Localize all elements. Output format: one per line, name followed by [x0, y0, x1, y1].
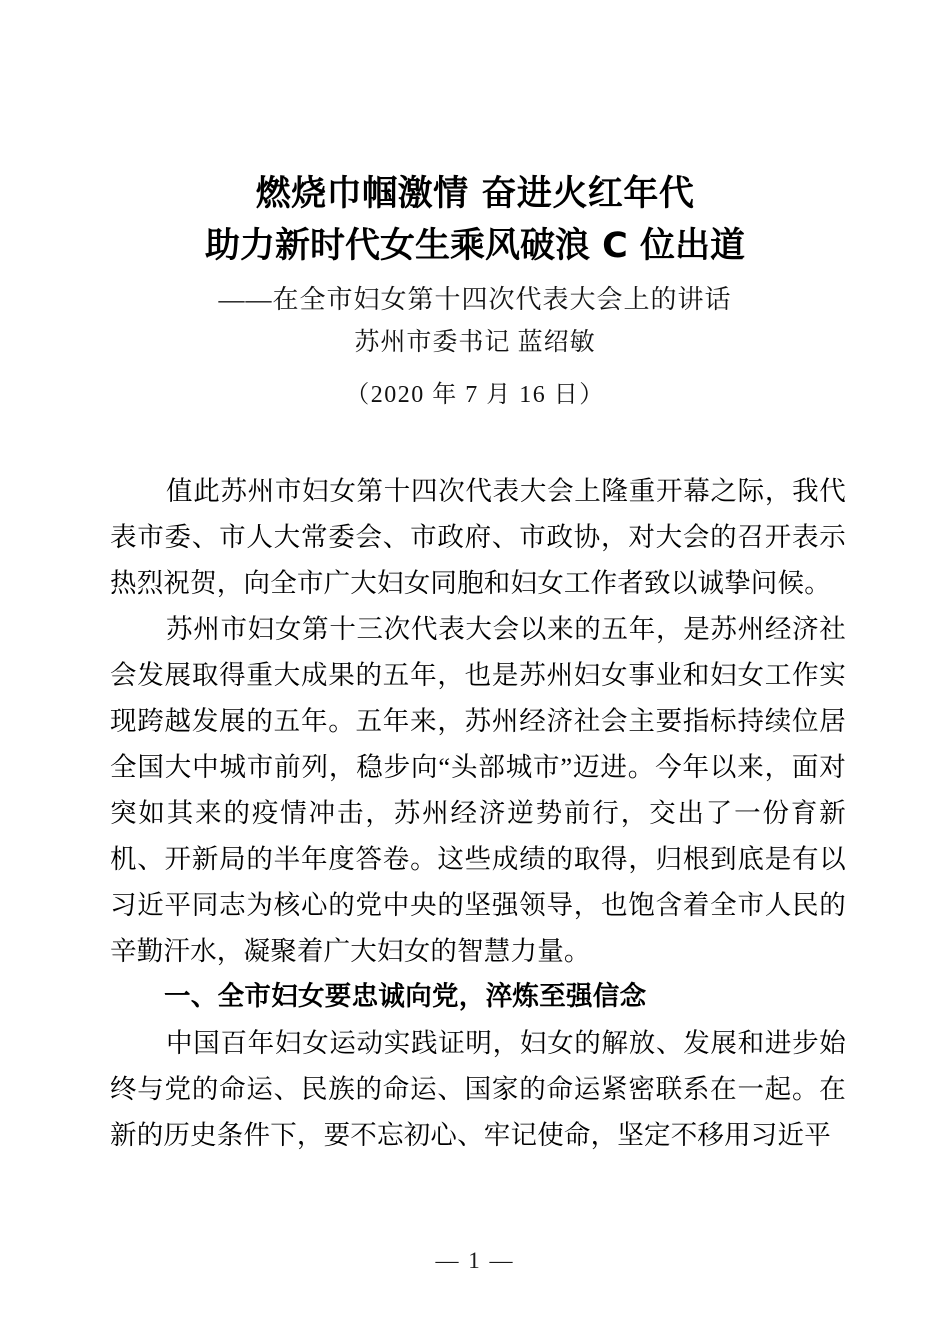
body-paragraph: 值此苏州市妇女第十四次代表大会上隆重开幕之际，我代表市委、市人大常委会、市政府、市政协，对大会的召开表示热烈祝贺，向全市广大妇女同胞和妇女工作者致以诚挚问候。	[110, 476, 846, 598]
page-title	[0, 168, 950, 272]
body-paragraph: 中国百年妇女运动实践证明，妇女的解放、发展和进步始终与党的命运、民族的命运、国家的命运紧密联系在一起。在新的历史条件下，要不忘初心、牢记使命，坚定不移用习近平	[110, 1028, 846, 1150]
body-paragraph: 苏州市妇女第十三次代表大会以来的五年，是苏州经济社会发展取得重大成果的五年，也是苏州妇女事业和妇女工作实现跨越发展的五年。五年来，苏州经济社会主要指标持续位居全国大中城市前列，稳步向“头部城市”迈进。今年以来，面对突如其来的疫情冲击，苏州经济逆势前行，交出了一份育新机、开新局的半年度答卷。这些成绩的取得，归根到底是有以习近平同志为核心的党中央的坚强领导，也饱含着全市人民的辛勤汗水，凝聚着广大妇女的智慧力量。	[110, 614, 846, 966]
document-subtitle: ——在全市妇女第十四次代表大会上的讲话	[218, 285, 732, 314]
title-line-2: 助力新时代女生乘风破浪 C 位出道	[204, 226, 746, 266]
document-body	[110, 468, 846, 1158]
page-number-footer: — 1 —	[435, 1248, 515, 1273]
title-block	[0, 168, 950, 416]
document-date: （2020 年 7 月 16 日）	[345, 382, 605, 408]
document-author: 苏州市委书记 蓝绍敏	[354, 329, 596, 356]
title-line-1: 燃烧巾帼激情 奋进火红年代	[255, 174, 695, 214]
section-heading: 一、全市妇女要忠诚向党，淬炼至强信念	[164, 981, 647, 1012]
